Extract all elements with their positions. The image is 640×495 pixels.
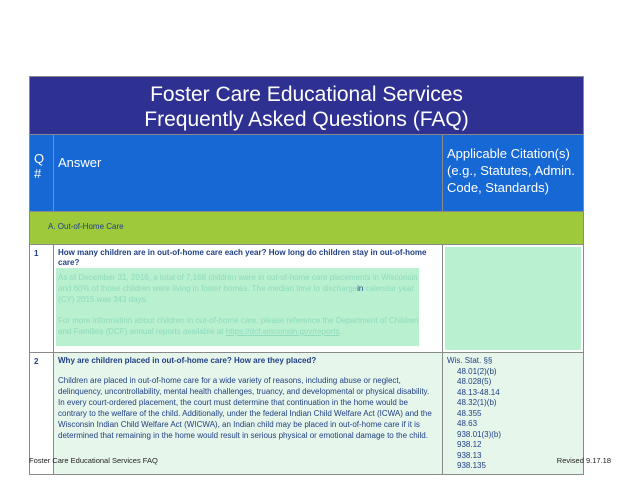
citation-item: 48.13-48.14 [457,387,500,397]
header-citation [443,135,584,212]
header-q-number [30,135,54,212]
footer-revision-date: Revised 9.17.18 [556,456,611,465]
citation-item: 938.01(3)(b) [457,429,502,439]
header-answer: Answer [54,135,443,212]
citation-item: 938.13 [457,450,482,460]
citation-item: 48.32(1)(b) [457,398,497,407]
header-q-label: Q [34,151,45,166]
question-text: Why are children placed in out-of-home care? How are they placed? [58,356,317,365]
answer-p1-end: calendar year (CY) 2015 was 343 days. [58,284,415,304]
question-text: How many children are in out-of-home care each year? How long do children stay in out-of-home care? [58,248,427,267]
section-row [30,212,584,245]
answer-paragraph-1 [58,272,430,305]
section-cell [30,212,584,245]
header-row [30,135,584,212]
citation-item: 48.01(2)(b) [457,366,497,376]
answer-p2-text: For more information about children in out-of-home care, please reference the Department of Children and Families (DCF) annual reports available at [58,316,419,336]
header-citation-line-3: Code, Standards) [447,180,549,195]
citation-title: Wis. Stat. §§ [447,356,493,365]
answer-paragraph-2 [58,315,430,337]
answer-p1-text: As of December 31, 2016, a total of 7,168 children were in out-of-home care placements in Wisconsin and 60% of those children were living in foster homes. The median time to discharge [58,273,418,293]
document-title-line-1: Foster Care Educational Services [150,83,463,106]
answer-text: Children are placed in out-of-home care for a wide variety of reasons, including abuse or neglect, delinquency, uncontrollability, mental health challenges, truancy, and developmental or physical disability. In every court-ordered placement, the court must determine that continuation in the home would be contrary to the welfare of the child. Additionally, under the federal Indian Child Welfare Act (ICWA) and the Wisconsin Indian Child Welfare Act (WICWA), an Indian child may be placed in out-of-home care if it is determined that remaining in the home would result in serious physical or emotional damage to the child. [58,376,432,440]
citation-item: 938.12 [457,440,482,449]
faq-table [29,76,584,475]
question-number: 1 [30,245,54,353]
reports-link[interactable]: https://dcf.wisconsin.gov/reports [225,327,340,336]
answer-p1-tail: in [357,284,364,293]
section-label: A. Out-of-Home Care [48,222,124,231]
answer-p2-end: . [339,327,342,336]
question-number: 2 [30,353,54,475]
citation-cell [443,245,584,353]
title-row [30,77,584,135]
citation-highlight [445,247,581,350]
answer-cell [54,245,443,353]
header-hash-label: # [34,166,42,181]
citation-item: 48.028(5) [457,377,492,386]
answer-text [58,272,430,347]
citation-item: 938.135 [457,461,486,470]
footer-title: Foster Care Educational Services FAQ [29,456,158,465]
document-title-line-2: Frequently Asked Questions (FAQ) [144,108,469,131]
header-citation-line-2: (e.g., Statutes, Admin. [447,163,575,178]
title-cell [30,77,584,135]
header-citation-line-1: Applicable Citation(s) [447,146,570,161]
citation-item: 48.355 [457,408,482,418]
citation-item: 48.63 [457,419,478,428]
table-row [30,245,584,353]
